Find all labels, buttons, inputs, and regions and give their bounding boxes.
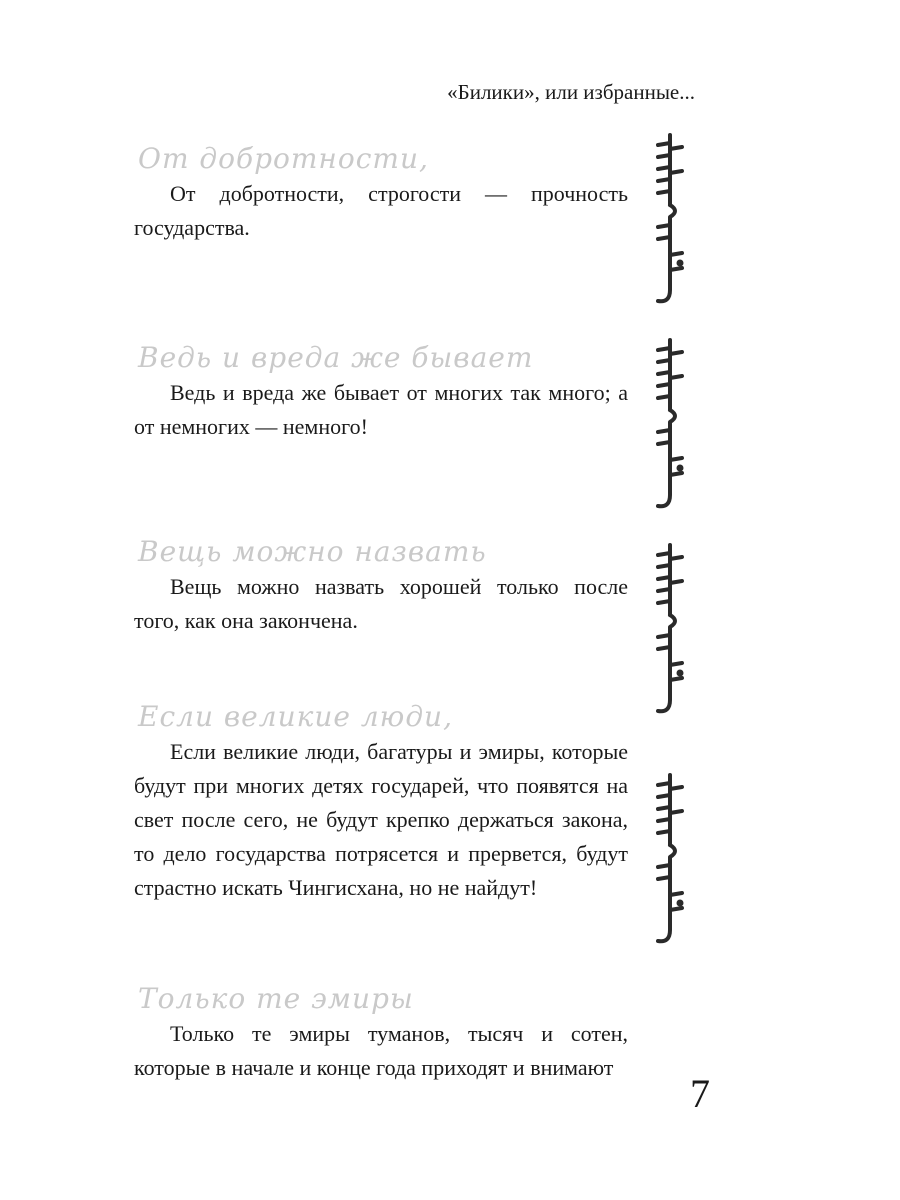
entry-body: Вещь можно назвать хорошей только после того, как она закончена. [134, 574, 628, 633]
entry [134, 535, 628, 638]
entry-heading: Вещь можно назвать [138, 535, 487, 568]
entry [134, 341, 628, 444]
running-header: «Билики», или избранные... [447, 80, 695, 104]
vertical-mongolian-calligraphy-icon [640, 125, 700, 965]
entry-heading: От добротности, [138, 142, 429, 175]
entry-body: От добротности, строгости — прочность государства. [134, 181, 628, 240]
entry-heading: Ведь и вреда же бывает [138, 341, 534, 374]
entry-heading: Если великие люди, [138, 700, 453, 733]
entry-body: Только те эмиры туманов, тысяч и сотен, которые в начале и конце года приходят и внимают [134, 1021, 628, 1080]
entry-heading: Только те эмиры [138, 982, 414, 1015]
entry [134, 700, 628, 905]
page-number: 7 [690, 1071, 710, 1116]
entry [134, 142, 628, 245]
entry-body: Ведь и вреда же бывает от многих так много; а от немногих — немного! [134, 380, 628, 439]
entry [134, 982, 628, 1085]
entry-body: Если великие люди, багатуры и эмиры, которые будут при многих детях государей, что появятся на свет после сего, не будут крепко держаться закона, то дело государства потрясется и прервется, будут страстно искать Чингисхана, но не найдут! [134, 739, 628, 900]
